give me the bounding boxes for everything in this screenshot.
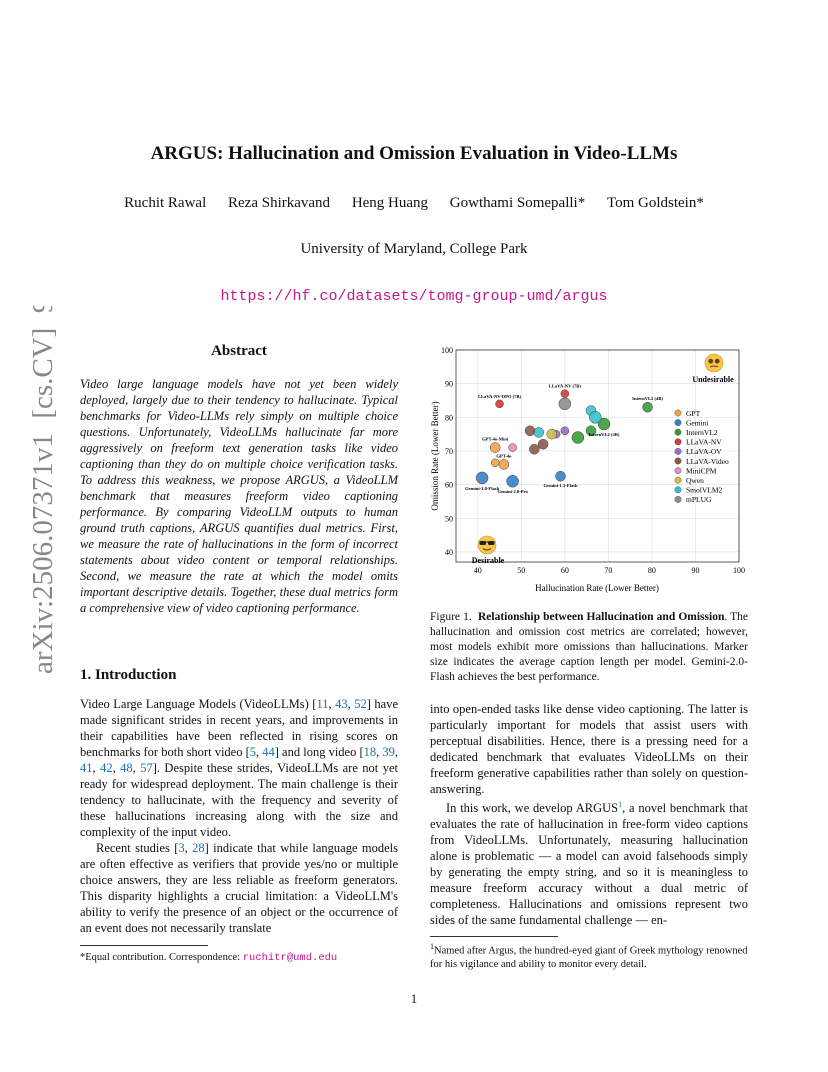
y-tick-label: 100 bbox=[441, 346, 453, 355]
point-label: GPT-4o-Mini bbox=[482, 436, 509, 442]
undesirable-label: Undesirable bbox=[692, 375, 734, 384]
page-number: 1 bbox=[410, 991, 418, 1006]
legend-marker bbox=[675, 487, 681, 493]
y-tick-label: 60 bbox=[445, 480, 453, 490]
legend-entry: LLaVA-Video bbox=[686, 456, 729, 466]
point-label: Gemini-2.0-Flash bbox=[465, 485, 500, 491]
author-name: Heng Huang bbox=[351, 195, 429, 211]
legend-marker bbox=[675, 419, 681, 425]
footnote-equal-contribution: *Equal contribution. Correspondence: ruchitr@umd.edu bbox=[80, 952, 338, 964]
arxiv-id: arXiv:2506.07371v1 [cs.CV] 9 Jun 2025 bbox=[27, 306, 59, 674]
footnote-argus: $^1$Named after Argus, the hundred-eyed giant of Greek mythology renowned for his vigilance and ability to monitor every detail. bbox=[430, 942, 748, 970]
data-point bbox=[529, 444, 539, 454]
chart-legend bbox=[675, 409, 729, 504]
point-label: InternVL2 (2B) bbox=[588, 432, 620, 438]
legend-entry: SmolVLM2 bbox=[686, 485, 723, 495]
data-point bbox=[538, 439, 548, 449]
citation-link[interactable]: 28 bbox=[192, 841, 205, 855]
point-label: InternVL2 (4B) bbox=[632, 396, 663, 402]
paper-title: ARGUS: Hallucination and Omission Evaluation in Video-LLMs bbox=[150, 143, 678, 164]
point-label: LLaVA-NV-DPO (7B) bbox=[477, 393, 522, 399]
data-point bbox=[559, 398, 571, 410]
footnote-rule bbox=[430, 936, 558, 937]
point-label: GPT-4o bbox=[496, 453, 512, 459]
author-name: Tom Goldstein* bbox=[606, 195, 704, 211]
right-column-text bbox=[430, 701, 748, 928]
figure-1-chart bbox=[426, 340, 756, 598]
author-name: Ruchit Rawal bbox=[124, 195, 207, 211]
legend-entry: InternVL2 bbox=[686, 428, 718, 437]
body-paragraph: In this work, we develop ARGUS$^1$, a novel benchmark that evaluates the rate of hallucination in free-form video captions from VideoLLMs. Unfortunately, measuring hallucination alone is problematic — a model can avoid falsehoods simply by generating the empty string, and so it is meaningless to measure freeform accuracy without a dual metric of completeness. Hallucinations and omissions represent two sides of the same fundamental challenge — en- bbox=[430, 800, 748, 928]
footnote-marker[interactable]: 1 bbox=[618, 800, 623, 809]
x-tick-label: 60 bbox=[560, 566, 569, 575]
x-axis-label: Hallucination Rate (Lower Better) bbox=[535, 583, 659, 593]
affiliation: University of Maryland, College Park bbox=[300, 241, 528, 257]
legend-entry: Qwen bbox=[686, 476, 704, 485]
x-tick-label: 40 bbox=[473, 566, 482, 575]
legend-marker bbox=[675, 496, 681, 502]
data-point bbox=[547, 429, 557, 439]
data-point bbox=[496, 400, 504, 408]
data-point bbox=[534, 427, 544, 437]
y-tick-label: 40 bbox=[445, 547, 453, 557]
desirable-face-icon bbox=[478, 536, 496, 554]
author-name: Gowthami Somepalli* bbox=[449, 195, 586, 211]
footnote-rule bbox=[80, 945, 208, 946]
y-axis-label: Omission Rate (Lower Better) bbox=[430, 401, 440, 511]
author-name: Reza Shirkavand bbox=[228, 195, 331, 211]
legend-marker bbox=[675, 439, 681, 445]
data-point bbox=[555, 471, 565, 481]
x-tick-label: 100 bbox=[733, 566, 745, 575]
citation-link[interactable]: 52 bbox=[354, 697, 367, 711]
x-tick-label: 90 bbox=[691, 566, 700, 575]
data-point bbox=[507, 475, 519, 487]
legend-marker bbox=[675, 477, 681, 483]
legend-entry: MiniCPM bbox=[686, 466, 717, 476]
citation-link[interactable]: 44 bbox=[262, 745, 275, 759]
data-point bbox=[589, 411, 601, 423]
citation-link[interactable]: 11 bbox=[316, 697, 329, 711]
y-tick-label: 90 bbox=[445, 379, 453, 389]
body-paragraph: into open-ended tasks like dense video captioning. The latter is particularly important for models that assist users with perceptual disabilities. Hence, there is a pressing need for a dedicated benchmark that evaluates VideoLLMs on their freeform generative capabilities rather than solely on question-answering. bbox=[430, 702, 748, 796]
desirable-label: Desirable bbox=[471, 556, 505, 565]
undesirable-face-icon bbox=[705, 354, 723, 372]
citation-link[interactable]: 57 bbox=[140, 761, 153, 775]
x-tick-label: 50 bbox=[517, 566, 526, 575]
y-tick-label: 50 bbox=[445, 514, 453, 524]
abstract-heading: Abstract bbox=[211, 343, 267, 359]
section-heading: 1. Introduction bbox=[80, 667, 177, 683]
legend-marker bbox=[675, 448, 681, 454]
x-tick-label: 80 bbox=[647, 566, 656, 575]
data-point bbox=[476, 472, 488, 484]
legend-marker bbox=[675, 410, 681, 416]
legend-marker bbox=[675, 467, 681, 473]
data-point bbox=[499, 459, 509, 469]
data-point bbox=[561, 390, 569, 398]
citation-link[interactable]: 41 bbox=[80, 761, 93, 775]
scatter-plot bbox=[426, 340, 756, 598]
data-point bbox=[643, 402, 653, 412]
author-list bbox=[0, 195, 828, 212]
legend-entry: LLaVA-NV bbox=[686, 437, 722, 447]
data-point bbox=[509, 444, 517, 452]
point-label: LLaVA-NV (7B) bbox=[548, 383, 581, 389]
legend-entry: mPLUG bbox=[686, 495, 712, 505]
point-label: Gemini-2.0-Pro bbox=[497, 489, 528, 495]
intro-paragraph: Recent studies [3, 28] indicate that while language models are often effective as verifiers that provide yes/no or multiple choice answers, they are less reliable as freeform generators. This disparity highlights a crucial limitation: a VideoLLM's ability to verify the presence of an object or the occurrence of an event does not necessarily translate bbox=[80, 841, 399, 935]
point-label: Gemini-1.5-Flash bbox=[543, 483, 578, 489]
citation-link[interactable]: 43 bbox=[335, 697, 348, 711]
legend-marker bbox=[675, 429, 681, 435]
legend-marker bbox=[675, 458, 681, 464]
abstract-text: Video large language models have not yet been widely deployed, largely due to their tendency to hallucinate. Typical benchmarks for Video-LLMs rely simply on multiple choice questions. Unfortunately, VideoLLMs hallucinate far more aggressively on freeform text generation tasks like video captioning than they do on multiple choice verification tasks. To address this weakness, we propose ARGUS, a VideoLLM benchmark that measures freeform video captioning performance. By comparing VideoLLM outputs to human ground truth captions, ARGUS quantifies dual metrics. First, we measure the rate of hallucinations in the form of incorrect statements about video content or temporal relationships. Second, we measure the rate at which the model omits important descriptive details. Together, these dual metrics form a comprehensive view of video captioning performance. bbox=[80, 377, 398, 615]
legend-entry: LLaVA-OV bbox=[686, 447, 722, 457]
figure-caption: Figure 1. Relationship between Hallucination and Omission. The hallucination and omission cost metrics are correlated; however, most models exhibit more omissions than hallucinations. Marker size indicates the average caption length per model. Gemini-2.0-Flash achieves the best performance. bbox=[430, 611, 749, 683]
data-point bbox=[525, 426, 535, 436]
citation-link[interactable]: 3 bbox=[178, 841, 185, 855]
y-tick-label: 80 bbox=[445, 413, 453, 423]
email-link[interactable]: ruchitr@umd.edu bbox=[242, 952, 338, 964]
legend-entry: GPT bbox=[686, 408, 701, 418]
data-point bbox=[572, 431, 584, 443]
citation-link[interactable]: 39 bbox=[382, 745, 395, 759]
citation-link[interactable]: 42 bbox=[100, 761, 113, 775]
citation-link[interactable]: 5 bbox=[249, 745, 257, 759]
intro-text bbox=[80, 696, 398, 936]
data-point bbox=[490, 443, 500, 453]
intro-paragraph: Video Large Language Models (VideoLLMs) [11, 43, 52] have made significant strides in recent years, and improvements in their capabilities have been reflected in rising scores on benchmarks for both short video [5, 44] and long video [18, 39, 41, 42, 48, 57]. Despite these strides, VideoLLMs are not yet ready for widespread deployment. The main challenge is their tendency to hallucinate, with the frequency and severity of these hallucinations increasing along with the size and complexity of the input video. bbox=[80, 697, 399, 839]
citation-link[interactable]: 48 bbox=[120, 761, 133, 775]
x-tick-label: 70 bbox=[604, 566, 613, 575]
arxiv-stamp bbox=[22, 306, 62, 676]
data-point bbox=[561, 427, 569, 435]
citation-link[interactable]: 18 bbox=[363, 745, 377, 759]
y-tick-label: 70 bbox=[445, 446, 453, 456]
legend-entry: Gemini bbox=[686, 418, 709, 428]
data-point bbox=[491, 459, 499, 467]
dataset-link[interactable]: https://hf.co/datasets/tomg-group-umd/argus bbox=[220, 288, 608, 305]
